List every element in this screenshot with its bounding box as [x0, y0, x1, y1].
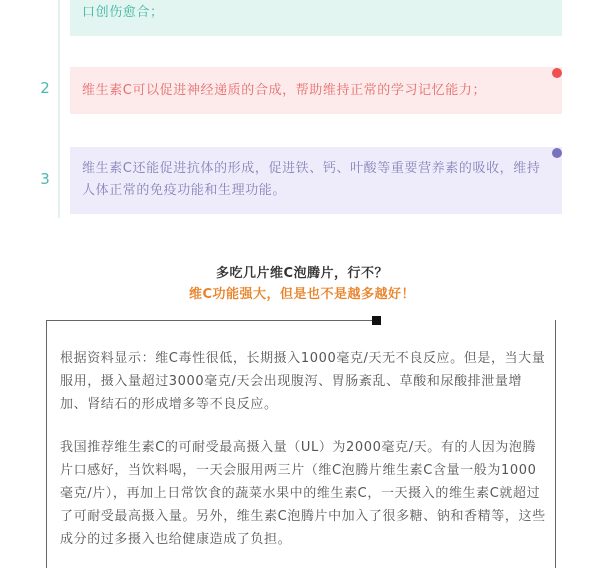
timeline-card-text: 维生素C可以促进神经递质的合成，帮助维持正常的学习记忆能力；	[82, 83, 487, 98]
timeline-number: 2	[40, 79, 50, 97]
section-subtitle: 维C功能强大，但是也不是越多越好！	[188, 287, 416, 302]
section-title: 多吃几片维C泡腾片，行不？	[215, 266, 389, 281]
info-paragraph: 我国推荐维生素C的可耐受最高摄入量（UL）为2000毫克/天。有的人因为泡腾片口感好，当饮料喝，一天会服用两三片（维C泡腾片维生素C含量一般为1000毫克/片），再加上日常饮食的蔬菜水果中的维生素C，一天摄入的维生素C就超过了可耐受最高摄入量。另外，维生素C泡腾片中加入了很多糖、钠和香精等，这些成分的过多摄入也给健康造成了负担。	[60, 440, 546, 547]
timeline-number: 3	[40, 170, 50, 188]
timeline-card-text: 口创伤愈合；	[82, 5, 164, 20]
square-marker-icon	[372, 316, 381, 325]
timeline-card-2	[70, 67, 562, 114]
timeline-card-1	[70, 0, 562, 36]
timeline-card-text: 维生素C还能促进抗体的形成，促进铁、钙、叶酸等重要营养素的吸收，维持人体正常的免疫功能和生理功能。	[82, 161, 541, 198]
info-paragraph: 根据资料显示：维C毒性很低，长期摄入1000毫克/天无不良反应。但是，当大量服用，摄入量超过3000毫克/天会出现腹泻、胃肠紊乱、草酸和尿酸排泄量增加、肾结石的形成增多等不良反应。	[60, 351, 546, 412]
info-box-top-border	[46, 320, 376, 321]
timeline-card-3	[70, 147, 562, 214]
red-dot-icon	[552, 68, 562, 78]
purple-dot-icon	[552, 148, 562, 158]
